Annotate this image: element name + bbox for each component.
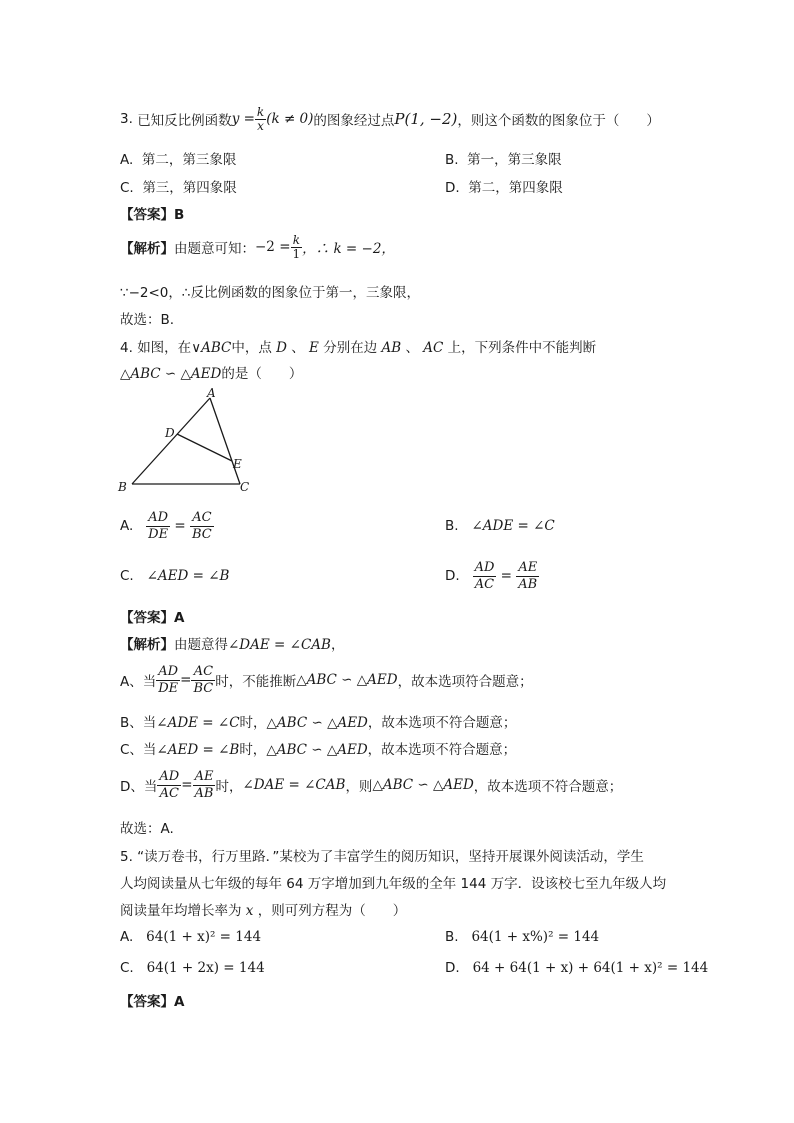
fraction-num: AD bbox=[148, 509, 169, 525]
analysis-text: ，故本选项符合题意； bbox=[397, 674, 533, 690]
option-letter: C. bbox=[120, 960, 134, 976]
option-text: 64(1 + x)² = 144 bbox=[146, 929, 262, 945]
q4-stem-line2 bbox=[120, 362, 302, 382]
q4-stem-text: 如图，在 bbox=[137, 340, 192, 356]
q4-stem-text: 、 bbox=[405, 340, 419, 356]
option-text: 64 + 64(1 + x) + 64(1 + x)² = 144 bbox=[472, 960, 709, 976]
fraction-num: AD bbox=[159, 768, 180, 784]
fraction-den: AB bbox=[518, 576, 538, 592]
q4-number: 4. bbox=[120, 340, 133, 356]
option-letter: D. bbox=[445, 568, 460, 584]
q4-analysis-math: ∠DAE = ∠CAB bbox=[228, 637, 331, 653]
analysis-text: ，故本选项不符合题意； bbox=[367, 715, 517, 731]
analysis-math: △ABC ∽ △AED bbox=[296, 672, 398, 688]
q5-stem-text: ，则可列方程为（ ） bbox=[257, 903, 407, 919]
fraction bbox=[193, 769, 216, 802]
q3-stem-c: ，则这个函数的图象位于（ ） bbox=[457, 113, 660, 129]
q3-analysis-label: 【解析】 bbox=[120, 241, 174, 257]
fraction-den: BC bbox=[193, 680, 214, 696]
q4-stem-text: 、 bbox=[291, 340, 305, 356]
q3-stem-b: 的图象经过点 bbox=[313, 113, 395, 129]
fraction bbox=[191, 664, 215, 697]
q4-stem-line1 bbox=[120, 336, 596, 356]
fraction bbox=[146, 510, 170, 543]
option-letter: A. bbox=[120, 929, 134, 945]
option-letter: B. bbox=[445, 929, 459, 945]
label-a: A bbox=[207, 386, 216, 400]
analysis-math: ∠AED = ∠B bbox=[156, 742, 240, 758]
fraction-den: 1 bbox=[292, 246, 301, 261]
fraction-num: AD bbox=[474, 559, 495, 575]
q3-func-y: y = bbox=[231, 111, 255, 127]
q5-stem-line1: 5. “读万卷书，行万里路．”某校为了丰富学生的阅历知识，坚持开展课外阅读活动，学生 bbox=[120, 849, 644, 865]
side-ab bbox=[132, 398, 210, 484]
analysis-math: △ABC ∽ △AED bbox=[266, 715, 368, 731]
q4-point-e: E bbox=[309, 340, 319, 356]
label-e: E bbox=[233, 457, 242, 471]
option-text: 第三，第四象限 bbox=[142, 180, 237, 196]
q3-analysis bbox=[120, 229, 395, 265]
fraction bbox=[157, 769, 181, 802]
q4-analysis-text: ， bbox=[330, 637, 345, 653]
option-letter: C. bbox=[120, 180, 134, 196]
q4-analysis-line-b bbox=[120, 711, 516, 731]
q4-analysis-text: 由题意得 bbox=[174, 637, 228, 653]
fraction-num: k bbox=[292, 232, 300, 247]
analysis-text: ，则 bbox=[345, 779, 373, 795]
fraction-den: AC bbox=[157, 785, 181, 802]
analysis-text: ，故本选项不符合题意； bbox=[473, 779, 623, 795]
option-text: ∠ADE = ∠C bbox=[471, 518, 555, 534]
q4-similar-math: △ABC ∽ △AED bbox=[120, 366, 222, 382]
q4-stem-text: 分别在边 bbox=[323, 340, 378, 356]
q3-analysis-a: 由题意可知： bbox=[174, 241, 255, 257]
q3-stem bbox=[120, 101, 660, 137]
option-letter: B. bbox=[445, 518, 459, 534]
q3-option-d bbox=[445, 176, 563, 196]
q5-variable-x: x bbox=[245, 903, 254, 919]
q4-point-d: D bbox=[276, 340, 287, 356]
q4-option-d: D. $\frac{AD}{AC}$ = $\frac{AE}{AB}$ bbox=[445, 559, 538, 592]
analysis-math: ∠ADE = ∠C bbox=[156, 715, 240, 731]
side-ac bbox=[210, 398, 240, 484]
fraction bbox=[516, 560, 539, 593]
option-letter: A. bbox=[120, 152, 134, 168]
q4-triangle-figure bbox=[112, 386, 262, 494]
fraction-den: AC bbox=[473, 576, 497, 593]
q3-func-num: k bbox=[256, 104, 265, 119]
q4-side-ab: AB bbox=[381, 340, 402, 356]
analysis-text: ，故本选项不符合题意； bbox=[367, 742, 517, 758]
q4-choose: 故选：A. bbox=[120, 821, 174, 837]
q3-func-fraction bbox=[255, 106, 266, 133]
q3-option-c bbox=[120, 176, 237, 196]
q3-func-den: x bbox=[255, 119, 266, 133]
q5-option-a bbox=[120, 929, 261, 945]
fraction-den: DE bbox=[158, 680, 179, 696]
analysis-math: △ABC ∽ △AED bbox=[372, 777, 474, 793]
q3-analysis-line2: ∵−2<0，∴反比例函数的图象位于第一，三象限， bbox=[120, 285, 420, 301]
option-text: ∠AED = ∠B bbox=[146, 568, 230, 584]
q4-stem-text: 的是（ ） bbox=[221, 366, 303, 382]
q4-stem-text: 中，点 bbox=[231, 340, 272, 356]
q4-answer: 【答案】A bbox=[120, 610, 185, 626]
q5-option-b bbox=[445, 929, 599, 945]
q3-answer: 【答案】B bbox=[120, 207, 185, 223]
q4-side-ac: AC bbox=[423, 340, 444, 356]
q4-option-b bbox=[445, 518, 555, 534]
q4-option-a: A. $\frac{AD}{DE}$ = $\frac{AC}{BC}$ bbox=[120, 509, 212, 542]
option-letter: B. bbox=[445, 152, 459, 168]
q3-analysis-eq-right: ，∴ k = −2， bbox=[302, 241, 395, 257]
q3-option-a bbox=[120, 148, 236, 168]
q5-option-c bbox=[120, 960, 265, 976]
q4-triangle: ∨ABC bbox=[191, 340, 232, 356]
analysis-text: 时， bbox=[239, 715, 267, 731]
fraction-den: BC bbox=[192, 526, 212, 542]
option-text: 第一，第三象限 bbox=[467, 152, 562, 168]
analysis-text: 时， bbox=[215, 779, 243, 795]
fraction-num: AC bbox=[192, 509, 212, 525]
fraction-num: AE bbox=[518, 559, 538, 575]
q5-stem-line2: 人均阅读量从七年级的每年 64 万字增加到九年级的全年 144 万字．设该校七至九年级人均 bbox=[120, 876, 667, 892]
option-text: 64(1 + 2x) = 144 bbox=[146, 960, 265, 976]
label-b: B bbox=[118, 480, 127, 494]
q5-stem-line3 bbox=[120, 899, 406, 919]
option-letter: A. bbox=[120, 518, 134, 534]
q4-analysis-line-a: A、当 $\frac{AD}{DE}$ = $\frac{AC}{BC}$ 时，不能推断 △ABC ∽ △AED ，故本选项符合题意； bbox=[120, 663, 533, 696]
q3-choose: 故选：B. bbox=[120, 312, 175, 328]
fraction-den: DE bbox=[148, 526, 169, 542]
analysis-text: D、当 bbox=[120, 779, 158, 795]
q4-analysis-line-d: D、当 $\frac{AD}{AC}$ = $\frac{AE}{AB}$ 时， ∠DAE = ∠CAB ，则 △ABC ∽ △AED ，故本选项不符合题意； bbox=[120, 768, 623, 801]
label-c: C bbox=[240, 480, 250, 494]
fraction-num: AE bbox=[194, 768, 214, 784]
option-text: 第二，第三象限 bbox=[141, 152, 237, 168]
analysis-math: △ABC ∽ △AED bbox=[266, 742, 368, 758]
q5-stem-text: 阅读量年均增长率为 bbox=[120, 903, 242, 919]
q4-analysis-label: 【解析】 bbox=[120, 637, 174, 653]
fraction bbox=[190, 510, 214, 543]
q3-analysis-fraction bbox=[291, 234, 303, 261]
fraction-den: AB bbox=[194, 785, 214, 801]
q3-func-cond: (k ≠ 0) bbox=[266, 111, 314, 127]
q3-point: P(1, −2) bbox=[394, 110, 458, 128]
q4-analysis-line-c bbox=[120, 738, 516, 758]
analysis-text: A、当 bbox=[120, 674, 157, 690]
analysis-text: 时，不能推断 bbox=[215, 674, 297, 690]
analysis-math: ∠DAE = ∠CAB bbox=[242, 777, 346, 793]
option-letter: D. bbox=[445, 960, 460, 976]
option-text: 64(1 + x%)² = 144 bbox=[471, 929, 600, 945]
label-d: D bbox=[165, 426, 175, 440]
q3-stem-a: 已知反比例函数 bbox=[137, 113, 232, 129]
fraction-num: AC bbox=[193, 663, 214, 679]
analysis-text: B、当 bbox=[120, 715, 157, 731]
q5-answer: 【答案】A bbox=[120, 994, 185, 1010]
fraction bbox=[156, 664, 180, 697]
analysis-text: 时， bbox=[239, 742, 267, 758]
q3-analysis-eq-left: −2 = bbox=[255, 239, 291, 255]
option-letter: D. bbox=[445, 180, 460, 196]
q3-number: 3. bbox=[120, 111, 133, 127]
analysis-text: C、当 bbox=[120, 742, 157, 758]
q3-option-b bbox=[445, 148, 562, 168]
q4-option-c bbox=[120, 568, 229, 584]
fraction-num: AD bbox=[158, 663, 179, 679]
q4-analysis bbox=[120, 633, 344, 653]
q4-stem-text: 上，下列条件中不能判断 bbox=[447, 340, 597, 356]
q5-option-d bbox=[445, 960, 708, 976]
fraction bbox=[473, 560, 497, 593]
option-letter: C. bbox=[120, 568, 134, 584]
option-text: 第二，第四象限 bbox=[468, 180, 563, 196]
